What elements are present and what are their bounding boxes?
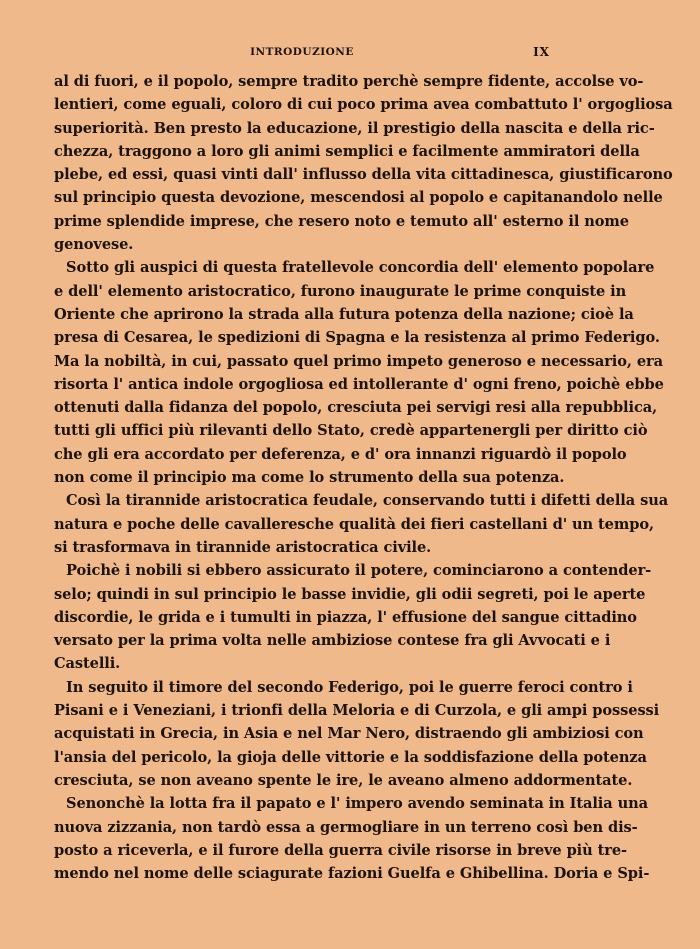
text-line: non come il principio ma come lo strumento della sua potenza. [54,469,565,487]
text-line: che gli era accordato per deferenza, e d' ora innanzi riguardò il popolo [54,445,627,463]
text-line: nuova zizzania, non tardò essa a germogliare in un terreno così ben dis- [54,818,638,836]
text-line: prime splendide imprese, che resero noto e temuto all' esterno il nome [54,212,629,230]
text-line: Castelli. [54,655,121,673]
text-line: Oriente che aprirono la strada alla futura potenza della nazione; cioè la [54,305,634,323]
text-line: si trasformava in tirannide aristocratica civile. [54,538,432,556]
paragraph [54,70,673,256]
text-line: Ma la nobiltà, in cui, passato quel primo impeto generoso e necessario, era [54,352,663,370]
paragraph [54,792,650,885]
text-line: mendo nel nome delle sciagurate fazioni Guelfa e Ghibellina. Doria e Spi- [54,865,650,883]
text-line: Poichè i nobili si ebbero assicurato il potere, cominciarono a contender- [66,562,652,580]
text-line: versato per la prima volta nelle ambiziose contese fra gli Avvocati e i [54,632,611,650]
text-line: sul principio questa devozione, mescendosi al popolo e capitanandolo nelle [54,189,663,207]
text-line: presa di Cesarea, le spedizioni di Spagna e la resistenza al primo Federigo. [54,329,660,347]
text-line: discordie, le grida e i tumulti in piazza, l' effusione del sangue cittadino [54,608,637,626]
text-line: cresciuta, se non aveano spente le ire, le aveano almeno addormentate. [54,771,633,789]
text-line: Così la tirannide aristocratica feudale, conservando tutti i difetti della sua [66,492,669,510]
page-header [54,44,550,60]
text-line: superiorità. Ben presto la educazione, il prestigio della nascita e della ric- [54,119,655,137]
text-line: selo; quindi in sul principio le basse invidie, gli odii segreti, poi le aperte [54,585,646,603]
text-line: Pisani e i Veneziani, i trionfi della Meloria e di Curzola, e gli ampi possessi [54,702,660,720]
text-line: Senonchè la lotta fra il papato e l' impero avendo seminata in Italia una [66,795,648,813]
paragraph [54,489,669,559]
text-line: e dell' elemento aristocratico, furono inaugurate le prime conquiste in [54,282,627,300]
body-text [54,70,673,885]
running-title: INTRODUZIONE [250,46,354,58]
text-line: chezza, traggono a loro gli animi semplici e facilmente ammiratori della [54,142,640,160]
text-line: In seguito il timore del secondo Federigo, poi le guerre feroci contro i [66,678,633,696]
text-line: risorta l' antica indole orgogliosa ed intollerante d' ogni freno, poichè ebbe [54,375,664,393]
text-line: natura e poche delle cavalleresche qualità dei fieri castellani d' un tempo, [54,515,654,533]
text-line: al di fuori, e il popolo, sempre tradito perchè sempre fidente, accolse vo- [54,73,644,90]
text-line: l'ansia del pericolo, la gioja delle vittorie e la soddisfazione della potenza [54,748,647,766]
page-number: IX [533,45,550,59]
text-line: genovese. [54,236,134,254]
text-line: Sotto gli auspici di questa fratellevole concordia dell' elemento popolare [66,259,655,277]
text-line: plebe, ed essi, quasi vinti dall' influsso della vita cittadinesca, giustificarono [54,166,673,184]
paragraph [54,256,664,489]
text-line: acquistati in Grecia, in Asia e nel Mar Nero, distraendo gli ambiziosi con [54,725,644,743]
text-line: lentieri, come eguali, coloro di cui poco prima avea combattuto l' orgogliosa [54,96,673,114]
paragraph [54,676,660,792]
paragraph [54,559,652,675]
text-line: ottenuti dalla fidanza del popolo, cresciuta pei servigi resi alla repubblica, [54,399,658,417]
text-line: tutti gli uffici più rilevanti dello Stato, credè appartenergli per diritto ciò [54,422,648,440]
text-line: posto a riceverla, e il furore della guerra civile risorse in breve più tre- [54,841,627,859]
